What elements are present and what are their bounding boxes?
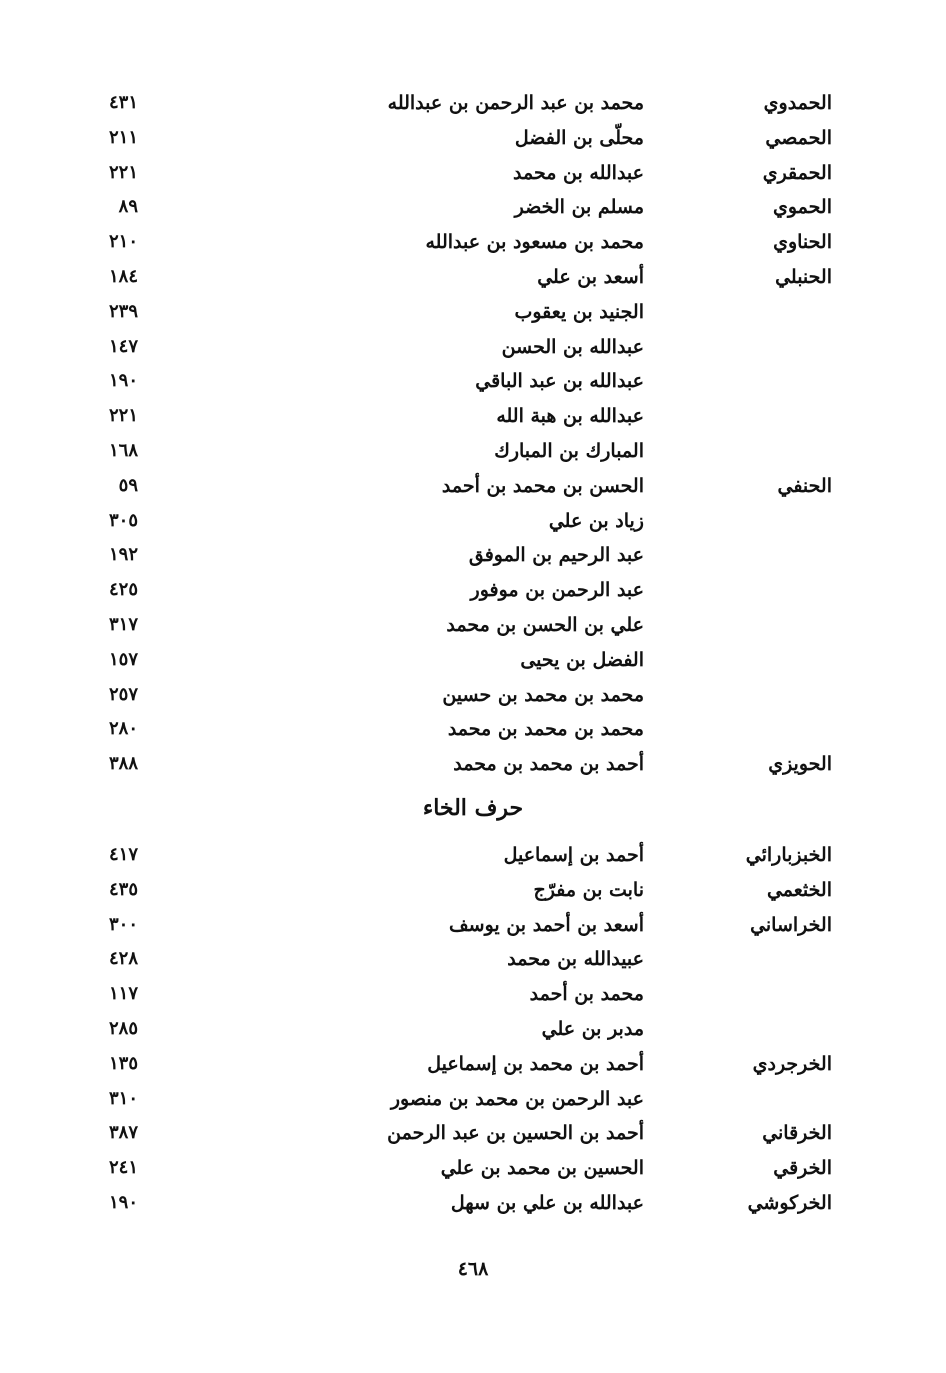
person-name: المبارك بن المبارك	[494, 439, 644, 462]
index-entry	[0, 1116, 946, 1151]
index-entry	[0, 838, 946, 873]
index-entry	[0, 504, 946, 539]
page-number: ١٤٧	[108, 335, 138, 357]
page-number: ٢٨٥	[108, 1017, 138, 1039]
page-number: ٢٢١	[108, 405, 138, 427]
person-name: أحمد بن إسماعيل	[503, 844, 644, 866]
person-name: محمد بن أحمد	[529, 983, 644, 1006]
folio-page-number: ٤٦٨	[457, 1258, 489, 1280]
index-entry	[0, 1186, 946, 1221]
page-number: ٣٠٥	[108, 509, 138, 531]
person-name: الحسن بن محمد بن أحمد	[441, 474, 644, 497]
page-number: ١٩٠	[108, 370, 138, 392]
nisba: الحناوي	[773, 231, 832, 254]
person-name: الفضل بن يحيى	[520, 648, 644, 671]
person-name: أسعد بن علي	[537, 265, 644, 288]
person-name: نابت بن مفرّج	[533, 878, 644, 901]
nisba: الخركوشي	[747, 1191, 832, 1214]
page-number: ٣١٠	[108, 1087, 138, 1109]
person-name: عبد الرحمن بن موفور	[470, 579, 644, 602]
index-entry	[0, 330, 946, 365]
index-entry	[0, 1082, 946, 1117]
index-entry	[0, 1047, 946, 1082]
index-entry	[0, 399, 946, 434]
index-entry	[0, 608, 946, 643]
index-entry	[0, 364, 946, 399]
index-entry	[0, 190, 946, 225]
nisba: الخرجردي	[752, 1052, 832, 1075]
page-number: ٢٣٩	[108, 300, 138, 322]
index-entry	[0, 873, 946, 908]
person-name: الحسين بن محمد بن علي	[440, 1157, 644, 1180]
person-name: عبدالله بن محمد	[513, 161, 644, 184]
person-name: عبدالله بن عبد الباقي	[475, 370, 644, 393]
page-number: ٢٢١	[108, 161, 138, 183]
nisba: الحمقري	[762, 161, 832, 184]
person-name: مدبر بن علي	[541, 1017, 644, 1040]
nisba: الخراساني	[750, 913, 832, 936]
nisba: الحمدوي	[763, 92, 832, 114]
index-entry	[0, 573, 946, 608]
index-entry	[0, 469, 946, 504]
page-number: ٤٣١	[108, 92, 138, 113]
person-name: عبدالله بن هبة الله	[496, 405, 644, 428]
page-number: ٤٢٥	[108, 579, 138, 601]
page-number: ١١٧	[108, 983, 138, 1005]
page-number: ١٣٥	[108, 1052, 138, 1074]
person-name: عبدالله بن الحسن	[501, 335, 644, 358]
page-number: ٣٨٧	[108, 1122, 138, 1144]
index-entry	[0, 295, 946, 330]
section-heading: حرف الخاء	[422, 795, 524, 821]
person-name: عبدالله بن علي بن سهل	[450, 1191, 644, 1214]
person-name: محلّى بن الفضل	[514, 126, 644, 149]
nisba: الحموي	[772, 196, 832, 219]
page-number: ٢٥٧	[108, 683, 138, 705]
person-name: مسلم بن الخضر	[514, 196, 644, 219]
page-number: ٨٩	[118, 196, 138, 218]
person-name: علي بن الحسن بن محمد	[446, 613, 644, 636]
person-name: محمد بن محمد بن محمد	[447, 718, 644, 741]
person-name: أحمد بن محمد بن إسماعيل	[427, 1052, 644, 1075]
index-entry	[0, 1012, 946, 1047]
page-number: ٤١٧	[108, 844, 138, 865]
nisba: الحنفي	[777, 474, 832, 497]
person-name: عبد الرحيم بن الموفق	[468, 544, 644, 567]
person-name: عبيدالله بن محمد	[507, 948, 644, 971]
person-name: عبد الرحمن بن محمد بن منصور	[390, 1087, 644, 1110]
nisba: الحويزي	[768, 753, 832, 776]
page-number: ٤٣٥	[108, 878, 138, 900]
nisba: الحنبلي	[775, 265, 832, 288]
person-name: أحمد بن محمد بن محمد	[453, 753, 644, 776]
page-number: ١٥٧	[108, 648, 138, 670]
page-number: ٢١١	[108, 126, 138, 148]
index-entry	[0, 260, 946, 295]
person-name: محمد بن محمد بن حسين	[442, 683, 644, 706]
page-number: ١٩٢	[108, 544, 138, 566]
nisba: الخرقاني	[762, 1122, 832, 1145]
person-name: الجنيد بن يعقوب	[514, 300, 644, 323]
page-number: ٢٤١	[108, 1157, 138, 1179]
person-name: أحمد بن الحسين بن عبد الرحمن	[387, 1122, 644, 1145]
index-entry	[0, 1151, 946, 1186]
page-number: ٣٨٨	[108, 753, 138, 775]
person-name: زياد بن علي	[548, 509, 644, 532]
page-number: ٢٨٠	[108, 718, 138, 740]
person-name: محمد بن مسعود بن عبدالله	[425, 231, 644, 254]
nisba: الخرقي	[773, 1157, 832, 1180]
index-entry	[0, 712, 946, 747]
nisba: الخبزبارائي	[745, 844, 832, 866]
page-number: ٣١٧	[108, 613, 138, 635]
index-entry	[0, 86, 946, 121]
index-section-ha	[0, 86, 946, 782]
index-entry	[0, 156, 946, 191]
nisba: الحمصي	[765, 126, 832, 149]
page-number: ٥٩	[118, 474, 138, 496]
index-entry	[0, 121, 946, 156]
page-number: ٣٠٠	[108, 913, 138, 935]
index-entry	[0, 678, 946, 713]
index-entry	[0, 643, 946, 678]
page-number: ١٦٨	[108, 439, 138, 461]
page-number: ١٨٤	[108, 265, 138, 287]
index-entry	[0, 747, 946, 782]
index-section-kha	[0, 838, 946, 1221]
person-name: محمد بن عبد الرحمن بن عبدالله	[387, 92, 644, 114]
person-name: أسعد بن أحمد بن يوسف	[449, 913, 644, 936]
index-entry	[0, 434, 946, 469]
nisba: الخثعمي	[766, 878, 832, 901]
index-entry	[0, 977, 946, 1012]
index-entry	[0, 942, 946, 977]
page-number: ٤٢٨	[108, 948, 138, 970]
index-entry	[0, 225, 946, 260]
index-entry	[0, 908, 946, 943]
index-entry	[0, 538, 946, 573]
page-number: ٢١٠	[108, 231, 138, 253]
page-number: ١٩٠	[108, 1191, 138, 1213]
